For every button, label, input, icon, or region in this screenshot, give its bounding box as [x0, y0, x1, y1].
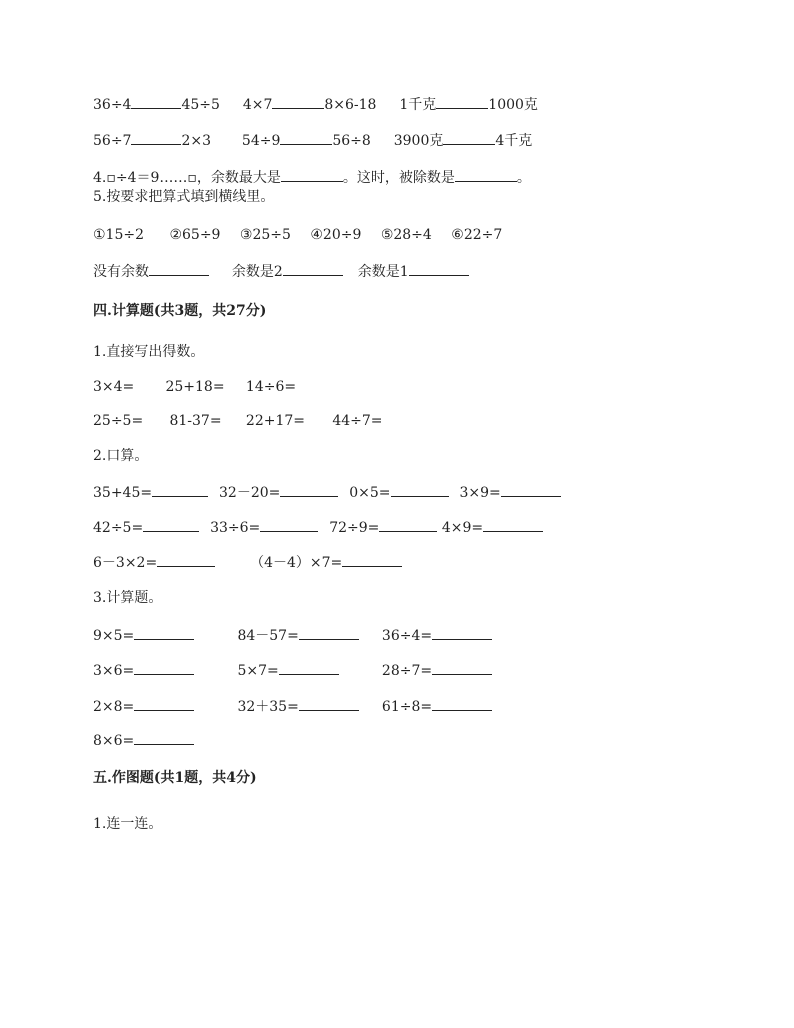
- expr: 6－3×2=: [93, 555, 158, 571]
- answer-blank[interactable]: [342, 552, 402, 567]
- compare-row-2: [93, 130, 532, 150]
- expr: 32＋35=: [237, 699, 299, 715]
- answer-blank[interactable]: [379, 517, 437, 532]
- answer-blank[interactable]: [299, 696, 359, 711]
- expr: 22+17=: [245, 413, 305, 429]
- answer-blank[interactable]: [409, 261, 469, 276]
- expr: 1千克: [399, 97, 437, 113]
- answer-blank[interactable]: [134, 660, 194, 675]
- answer-blank[interactable]: [432, 625, 492, 640]
- expr: 3×4=: [93, 379, 135, 395]
- expr: 84－57=: [237, 628, 299, 644]
- expr: 4千克: [495, 133, 533, 149]
- item: ③25÷5: [239, 227, 291, 243]
- question-5-items: [93, 226, 502, 244]
- answer-blank[interactable]: [483, 517, 543, 532]
- expr: 33÷6=: [210, 520, 261, 536]
- expr: 42÷5=: [93, 520, 144, 536]
- expr: 1000克: [488, 97, 538, 113]
- expr: 3×6=: [93, 663, 135, 679]
- answer-blank[interactable]: [299, 625, 359, 640]
- expr: 28÷7=: [381, 663, 433, 679]
- answer-blank[interactable]: [131, 130, 181, 145]
- answer-blank[interactable]: [143, 517, 199, 532]
- s4-q3-title: 3.计算题。: [93, 590, 163, 606]
- item: ⑤28÷4: [380, 227, 432, 243]
- answer-blank[interactable]: [279, 660, 339, 675]
- answer-blank[interactable]: [443, 130, 495, 145]
- q4-text-c: 。: [516, 170, 531, 186]
- compare-row-1: [93, 94, 538, 114]
- answer-blank[interactable]: [432, 696, 492, 711]
- answer-blank[interactable]: [391, 482, 449, 497]
- category-label: 余数是1: [357, 264, 409, 280]
- expr: 72÷9=: [329, 520, 380, 536]
- answer-blank[interactable]: [436, 94, 488, 109]
- answer-blank[interactable]: [134, 625, 194, 640]
- expr: 2×3: [181, 133, 211, 149]
- expr: 81-37=: [169, 413, 222, 429]
- question-5-categories: [93, 261, 469, 281]
- question-5-title: 5.按要求把算式填到横线里。: [93, 189, 275, 205]
- expr: 61÷8=: [381, 699, 433, 715]
- answer-blank[interactable]: [501, 482, 561, 497]
- answer-blank[interactable]: [149, 261, 209, 276]
- s4-q2-row-3: [93, 552, 402, 572]
- answer-blank[interactable]: [281, 167, 343, 182]
- section-4-title: 四.计算题(共3题，共27分): [93, 303, 267, 319]
- expr: 25÷5=: [93, 413, 144, 429]
- expr: 36÷4=: [381, 628, 433, 644]
- s4-q3-row-4: [93, 730, 194, 750]
- q4-text-b: 。这时，被除数是: [342, 170, 455, 186]
- answer-blank[interactable]: [157, 552, 215, 567]
- expr: 54÷9: [241, 133, 281, 149]
- expr: 25+18=: [165, 379, 225, 395]
- answer-blank[interactable]: [432, 660, 492, 675]
- expr: 35+45=: [93, 485, 153, 501]
- s5-q1-title: 1.连一连。: [93, 816, 163, 832]
- expr: 9×5=: [93, 628, 135, 644]
- expr: 3900克: [393, 133, 444, 149]
- expr: （4－4）×7=: [250, 555, 343, 571]
- expr: 8×6-18: [324, 97, 377, 113]
- expr: 0×5=: [349, 485, 391, 501]
- s4-q3-row-3: [93, 696, 492, 716]
- section-5-title: 五.作图题(共1题，共4分): [93, 770, 257, 786]
- s4-q2-row-2: [93, 517, 543, 537]
- item: ⑥22÷7: [451, 227, 503, 243]
- answer-blank[interactable]: [260, 517, 318, 532]
- expr: 5×7=: [237, 663, 279, 679]
- answer-blank[interactable]: [283, 261, 343, 276]
- expr: 45÷5: [181, 97, 220, 113]
- s4-q2-title: 2.口算。: [93, 448, 149, 464]
- s4-q1-title: 1.直接写出得数。: [93, 344, 205, 360]
- expr: 44÷7=: [332, 413, 383, 429]
- expr: 14÷6=: [245, 379, 297, 395]
- item: ②65÷9: [169, 227, 221, 243]
- expr: 4×9=: [441, 520, 484, 536]
- expr: 32－20=: [219, 485, 281, 501]
- answer-blank[interactable]: [152, 482, 208, 497]
- expr: 2×8=: [93, 699, 135, 715]
- item: ①15÷2: [93, 227, 145, 243]
- expr: 36÷4: [93, 97, 132, 113]
- s4-q3-row-2: [93, 660, 492, 680]
- expr: 56÷7: [93, 133, 132, 149]
- item: ④20÷9: [310, 227, 362, 243]
- answer-blank[interactable]: [455, 167, 517, 182]
- s4-q2-row-1: [93, 482, 561, 502]
- s4-q3-row-1: [93, 625, 492, 645]
- category-label: 没有余数: [93, 264, 149, 280]
- q4-text-a: 4.▫÷4＝9……▫，余数最大是: [93, 170, 281, 186]
- answer-blank[interactable]: [272, 94, 324, 109]
- answer-blank[interactable]: [131, 94, 181, 109]
- s4-q1-row-2: [93, 412, 383, 430]
- category-label: 余数是2: [231, 264, 283, 280]
- answer-blank[interactable]: [280, 482, 338, 497]
- answer-blank[interactable]: [280, 130, 332, 145]
- answer-blank[interactable]: [134, 730, 194, 745]
- expr: 3×9=: [459, 485, 501, 501]
- expr: 56÷8: [332, 133, 371, 149]
- answer-blank[interactable]: [134, 696, 194, 711]
- expr: 8×6=: [93, 733, 135, 749]
- expr: 4×7: [242, 97, 273, 113]
- question-4: [93, 167, 531, 187]
- s4-q1-row-1: [93, 378, 296, 396]
